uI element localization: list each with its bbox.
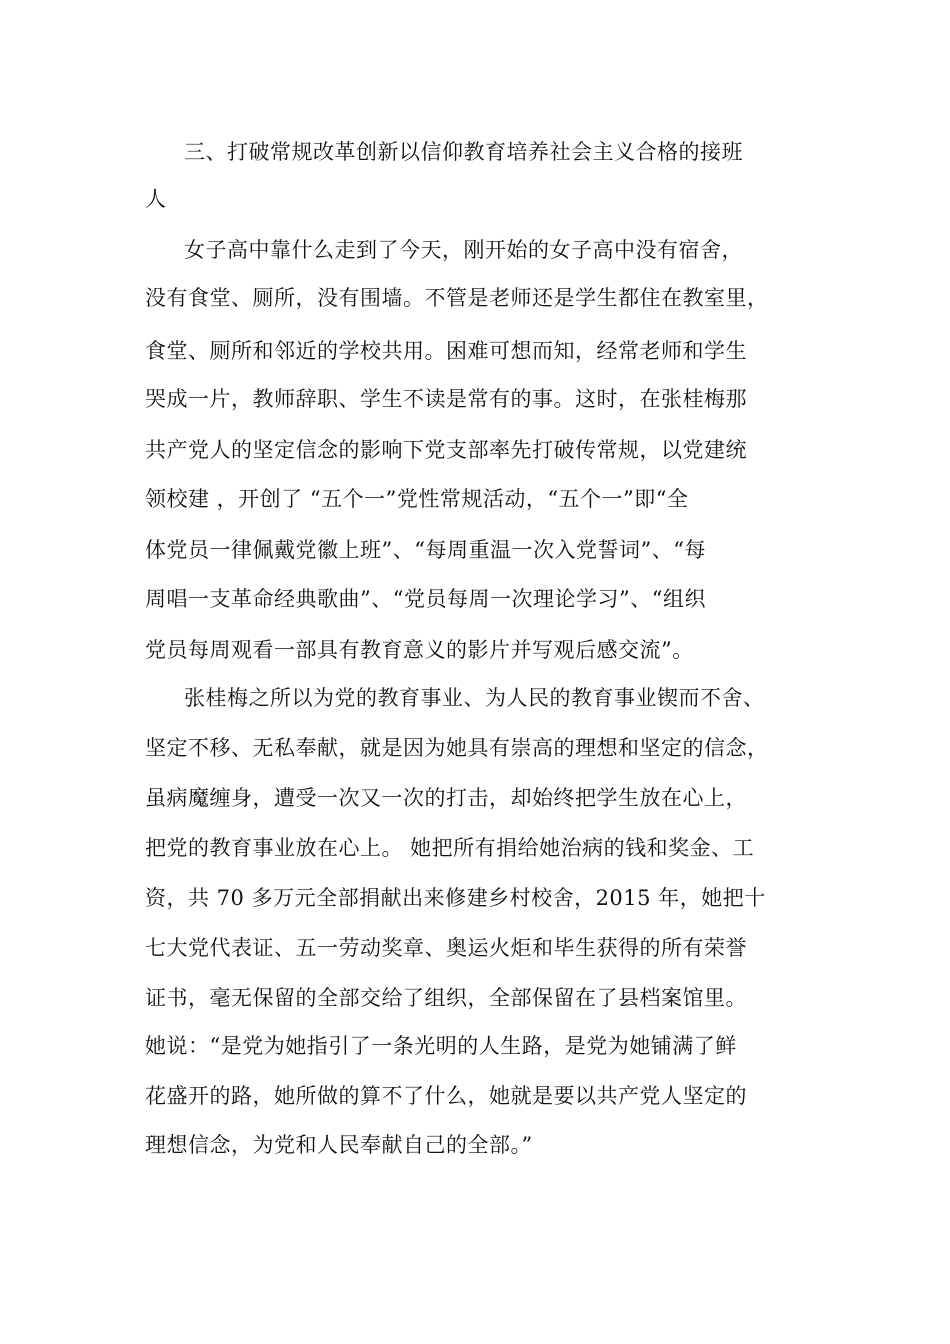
text-line: 食堂、厕所和邻近的学校共用。困难可想而知，经常老师和学生 xyxy=(145,339,747,363)
text-line: 虽病魔缠身，遭受一次又一次的打击，却始终把学生放在心上， xyxy=(145,786,747,810)
text-line: 周唱一支革命经典歌曲”、“党员每周一次理论学习”、“组织 xyxy=(145,587,706,611)
text-line: 证书，毫无保留的全部交给了组织，全部保留在了县档案馆里。 xyxy=(145,986,747,1010)
text-line: 哭成一片，教师辞职、学生不读是常有的事。这时，在张桂梅那 xyxy=(145,387,747,411)
text-line: 她说：“是党为她指引了一条光明的人生路，是党为她铺满了鲜 xyxy=(145,1034,737,1058)
text-line: 领校建 ，开创了 “五个一”党性常规活动，“五个一”即“全 xyxy=(145,487,689,511)
section-heading-continued: 人 xyxy=(145,187,167,211)
text-line: 没有食堂、厕所，没有围墙。不管是老师还是学生都住在教室里， xyxy=(145,286,769,310)
text-line: 七大党代表证、五一劳动奖章、奥运火炬和毕生获得的所有荣誉 xyxy=(145,936,747,960)
text-line: 坚定不移、无私奉献，就是因为她具有崇高的理想和坚定的信念， xyxy=(145,736,769,760)
text-line: 女子高中靠什么走到了今天，刚开始的女子高中没有宿舍， xyxy=(184,238,743,262)
section-heading: 三、打破常规改革创新以信仰教育培养社会主义合格的接班 xyxy=(184,140,743,164)
text-line: 党员每周观看一部具有教育意义的影片并写观后感交流”。 xyxy=(145,638,694,662)
text-line: 花盛开的路，她所做的算不了什么，她就是要以共产党人坚定的 xyxy=(145,1084,747,1108)
text-line: 理想信念，为党和人民奉献自己的全部。” xyxy=(145,1133,533,1157)
text-line: 张桂梅之所以为党的教育事业、为人民的教育事业锲而不舍、 xyxy=(184,686,765,710)
text-line: 把党的教育事业放在心上。 她把所有捐给她治病的钱和奖金、工 xyxy=(145,836,755,860)
text-line: 共产党人的坚定信念的影响下党支部率先打破传常规，以党建统 xyxy=(145,438,747,462)
text-line: 体党员一律佩戴党徽上班”、“每周重温一次入党誓词”、“每 xyxy=(145,538,706,562)
text-line: 资，共 70 多万元全部捐献出来修建乡村校舍，2015 年，她把十 xyxy=(145,886,766,910)
